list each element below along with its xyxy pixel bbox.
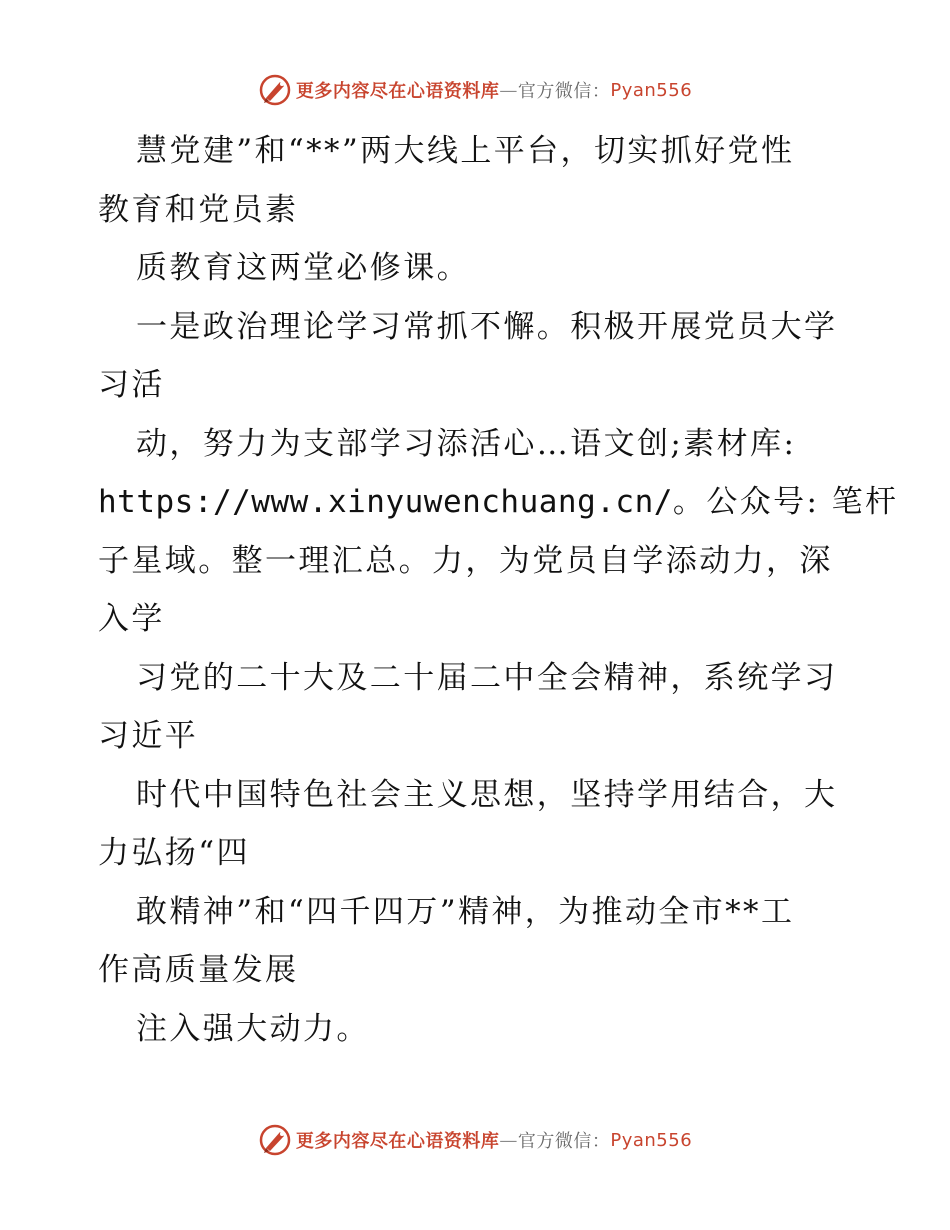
footer-separator: — — [499, 1129, 518, 1151]
body-line: 习近平 — [98, 718, 199, 754]
pen-nib-logo-icon — [258, 1123, 292, 1157]
body-line: 习活 — [98, 367, 165, 403]
url-text: https://www.xinyuwenchuang.cn/ — [98, 484, 673, 520]
body-line: 敢精神”和“四千四万”精神，为推动全市**工 — [136, 893, 795, 930]
footer-brand-text: 更多内容尽在心语资料库 — [295, 1131, 500, 1152]
body-line: 质教育这两堂必修课。 — [136, 250, 470, 286]
body-line: 注入强大动力。 — [136, 1010, 370, 1047]
header-brand-text: 更多内容尽在心语资料库 — [295, 81, 500, 102]
body-line: 时代中国特色社会主义思想，坚持学用结合，大 — [136, 776, 838, 813]
body-line: 子星域。整一理汇总。力，为党员自学添动力，深 — [98, 542, 833, 579]
pen-nib-logo-icon — [258, 73, 292, 107]
footer-wechat-id: Pyan556 — [610, 1129, 693, 1151]
body-line: 一是政治理论学习常抓不懈。积极开展党员大学 — [136, 308, 838, 345]
header-separator: — — [499, 79, 518, 101]
body-line: 教育和党员素 — [98, 191, 299, 228]
body-line: 动，努力为支部学习添活心…语文创;素材库: — [136, 425, 797, 462]
body-line: 慧党建”和“**”两大线上平台，切实抓好党性 — [136, 133, 795, 169]
body-line: 作高质量发展 — [98, 952, 299, 988]
document-body — [98, 122, 899, 1058]
body-line: 力弘扬“四 — [98, 835, 250, 871]
footer-banner — [0, 1122, 950, 1158]
body-line: 入学 — [98, 601, 165, 637]
footer-official-label: 官方微信： — [517, 1131, 611, 1152]
header-banner — [0, 72, 950, 108]
header-official-label: 官方微信： — [517, 81, 611, 102]
header-wechat-id: Pyan556 — [610, 79, 693, 101]
url-suffix: 。公众号: 笔杆 — [672, 484, 899, 520]
body-line-url — [98, 473, 899, 532]
body-line: 习党的二十大及二十届二中全会精神，系统学习 — [136, 659, 838, 696]
